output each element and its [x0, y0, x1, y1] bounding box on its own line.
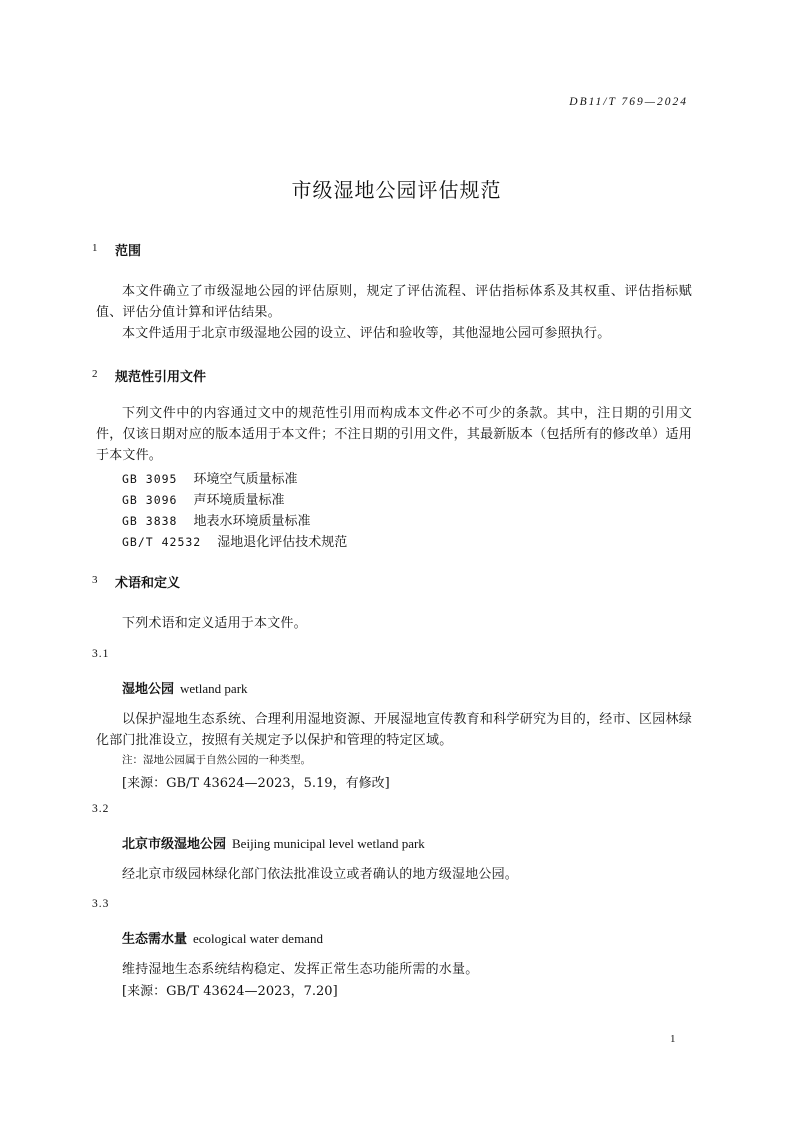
- section-3-body: [96, 613, 692, 634]
- reference-code: GB 3096: [122, 493, 178, 507]
- reference-name: 环境空气质量标准: [193, 472, 298, 487]
- reference-item: [122, 489, 284, 508]
- reference-item: [122, 468, 297, 487]
- term-number: 3.3: [92, 898, 110, 910]
- section-2-title: 规范性引用文件: [115, 370, 207, 385]
- term-heading: [122, 833, 425, 852]
- term-definition: [96, 709, 692, 751]
- paragraph: 本文件确立了市级湿地公园的评估原则，规定了评估流程、评估指标体系及其权重、评估指标赋值、评估分值计算和评估结果。: [96, 284, 692, 320]
- term-en: Beijing municipal level wetland park: [232, 836, 425, 851]
- paragraph: 本文件适用于北京市级湿地公园的设立、评估和验收等，其他湿地公园可参照执行。: [122, 326, 611, 341]
- reference-code: GB 3838: [122, 514, 178, 528]
- term-en: wetland park: [180, 681, 248, 696]
- term-note: [122, 752, 311, 767]
- term-number: 3.1: [92, 648, 110, 660]
- term-zh: 湿地公园: [122, 682, 175, 697]
- reference-name: 湿地退化评估技术规范: [217, 535, 348, 550]
- document-code: DB11/T 769—2024: [569, 96, 688, 108]
- term-en: ecological water demand: [193, 931, 323, 946]
- reference-code: GB 3095: [122, 472, 178, 486]
- term-source: [来源：GB/T 43624—2023，7.20]: [122, 984, 338, 999]
- term-source: [来源：GB/T 43624—2023，5.19，有修改]: [122, 776, 390, 791]
- term-definition: [96, 864, 692, 885]
- term-number: 3.2: [92, 803, 110, 815]
- paragraph: 维持湿地生态系统结构稳定、发挥正常生态功能所需的水量。: [122, 962, 479, 977]
- section-3-title: 术语和定义: [115, 576, 181, 591]
- term-heading: [122, 678, 248, 697]
- note-label: 注：: [122, 754, 143, 766]
- page-number: 1: [670, 1033, 676, 1045]
- term-zh: 生态需水量: [122, 932, 188, 947]
- reference-code: GB/T 42532: [122, 535, 202, 549]
- section-1-title: 范围: [115, 244, 142, 259]
- paragraph: 下列文件中的内容通过文中的规范性引用而构成本文件必不可少的条款。其中，注日期的引用文件，仅该日期对应的版本适用于本文件；不注日期的引用文件，其最新版本（包括所有的修改单）适用于本文件。: [96, 406, 692, 463]
- term-heading: [122, 928, 323, 947]
- reference-name: 声环境质量标准: [193, 493, 285, 508]
- section-2-number: 2: [92, 368, 98, 380]
- reference-item: [122, 510, 310, 529]
- paragraph: 经北京市级园林绿化部门依法批准设立或者确认的地方级湿地公园。: [122, 867, 519, 882]
- section-3-number: 3: [92, 574, 98, 586]
- note-text: 湿地公园属于自然公园的一种类型。: [143, 754, 311, 766]
- term-zh: 北京市级湿地公园: [122, 837, 227, 852]
- paragraph: 下列术语和定义适用于本文件。: [122, 616, 307, 631]
- section-1-number: 1: [92, 242, 98, 254]
- section-2-body: [96, 403, 692, 466]
- reference-item: [122, 531, 347, 550]
- document-title: 市级湿地公园评估规范: [291, 178, 502, 202]
- reference-name: 地表水环境质量标准: [193, 514, 311, 529]
- term-definition: [96, 959, 692, 980]
- section-1-body: [96, 281, 692, 344]
- paragraph: 以保护湿地生态系统、合理利用湿地资源、开展湿地宣传教育和科学研究为目的，经市、区园林绿化部门批准设立，按照有关规定予以保护和管理的特定区域。: [96, 712, 692, 748]
